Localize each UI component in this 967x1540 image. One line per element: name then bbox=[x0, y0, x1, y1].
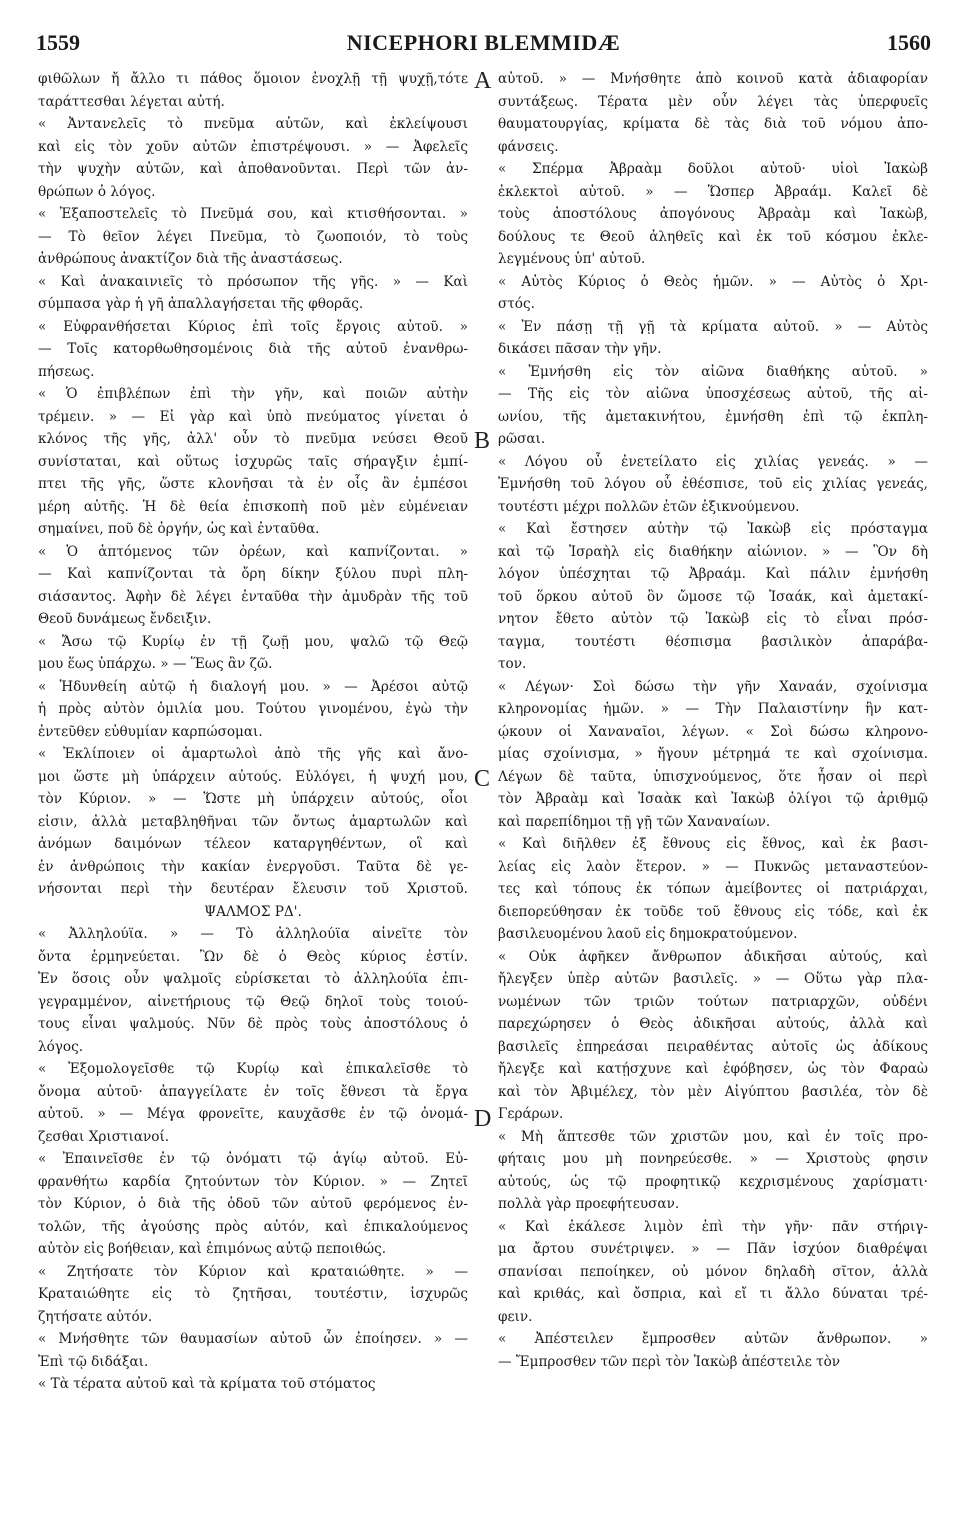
text-line: πήσεως. bbox=[38, 363, 95, 380]
text-line: φάνσεις. bbox=[498, 138, 559, 155]
text-line: ἤλεγξεν ὑπὲρ αὐτῶν βασιλεῖς. » — Οὕτω γὰρ πλα- bbox=[498, 971, 928, 987]
text-line: ἀνθρώπους ἀνακτίζον διὰ τῆς ἀναστάσεως. bbox=[38, 251, 343, 267]
text-line: « Αὐτὸς Κύριος ὁ Θεὸς ἡμῶν. » — Αὐτὸς ὁ Χρι- bbox=[498, 273, 928, 290]
page-header bbox=[36, 30, 931, 60]
text-line: « Καὶ ἐκάλεσε λιμὸν ἐπὶ τὴν γῆν· πᾶν στήριγ- bbox=[498, 1218, 928, 1235]
text-line: σύμπασα γὰρ ἡ γῆ ἀπαλλαγήσεται τῆς φθορᾶς. bbox=[38, 296, 364, 312]
text-line: σπανίσαι πεποίηκεν, οὐ μόνον δηλαδὴ σῖτον, ἀλλὰ bbox=[498, 1263, 928, 1280]
text-line: νωμένων τῶν τριῶν τούτων πατριαρχῶν, οὐδένι bbox=[498, 993, 928, 1010]
text-line: μίας σχοίνισμα, » ἤγουν μέτρημά τε καὶ σχοίνισμα. bbox=[498, 746, 928, 762]
right-column-number: 1560 bbox=[887, 30, 931, 55]
text-line: δικάσει πᾶσαν τὴν γῆν. bbox=[498, 341, 662, 357]
text-line: κλόνος τῆς γῆς, ἀλλ' οὖν τὸ πνεῦμα νεύσει Θεοῦ bbox=[38, 431, 468, 447]
text-line: ἤλεγξε καὶ κατῄσχυνε καὶ ἐφόβησεν, ὡς τὸν Φαραὼ bbox=[498, 1061, 928, 1077]
text-line: φειν. bbox=[498, 1308, 533, 1325]
text-line: μου ἕως ὑπάρχω. » — Ἕως ἂν ζῶ. bbox=[38, 656, 273, 672]
text-line: συνίσταται, καὶ οὕτως ἰσχυρῶς ταῖς σήραγξιν ἐμπί- bbox=[38, 453, 468, 470]
text-line: « Ἐξομολογεῖσθε τῷ Κυρίῳ καὶ ἐπικαλεῖσθε τὸ bbox=[38, 1061, 468, 1077]
text-line: « Ἐπαινεῖσθε ἐν τῷ ὀνόματι τῷ ἁγίῳ αὐτοῦ. Εὐ- bbox=[38, 1151, 468, 1167]
text-line: παρεχώρησεν ὁ Θεὸς ἀδικῆσαι αὐτούς, ἀλλὰ καὶ bbox=[498, 1016, 928, 1032]
text-line: τοὺς ἀποστόλους ἀπογόνους Ἀβραὰμ καὶ Ἰακὼβ, bbox=[498, 206, 928, 222]
text-line: νητον ἔθετο αὐτὸν τῷ Ἰακὼβ εἰς τὸ εἶναι πρόσ- bbox=[498, 611, 928, 627]
text-line: τους εἶναι ψαλμούς. Νῦν δὲ πρὸς τοὺς ἀποστόλους ὁ bbox=[38, 1016, 468, 1032]
text-line: τουτέστι μέχρι πολλῶν ἐτῶν ἐξικνούμενου. bbox=[498, 498, 800, 515]
text-line: τὸν Ἀβραὰμ καὶ Ἰσαὰκ καὶ Ἰακὼβ ὀλίγοι τῷ ἀριθμῷ bbox=[498, 791, 928, 807]
section-marker-d: D bbox=[474, 1106, 492, 1132]
text-line: « Τὰ τέρατα αὐτοῦ καὶ τὰ κρίματα τοῦ στόματος bbox=[38, 1376, 376, 1392]
text-line: ἡ πρὸς αὐτὸν ὁμιλία μου. Τούτου γινομένου, ἐγὼ τὴν bbox=[38, 701, 468, 717]
text-line: αὐτοῦ. » — Μνήσθητε ἀπὸ κοινοῦ κατὰ ἀδιαφορίαν bbox=[498, 71, 928, 87]
text-line: — Τῆς εἰς τὸν αἰῶνα ὑποσχέσεως αὐτοῦ, τῆς αἰ- bbox=[498, 386, 928, 402]
text-line: Γεράρων. bbox=[498, 1106, 564, 1122]
text-line: « Ἀλληλούϊα. » — Τὸ ἀλληλούϊα αἰνεῖτε τὸν bbox=[38, 926, 468, 942]
text-line: βασιλευομένου λαοῦ εἰς δημοκρατούμενον. bbox=[498, 926, 798, 942]
left-text-column bbox=[38, 68, 468, 1396]
text-line: ρῶσαι. bbox=[498, 431, 546, 447]
text-line: θαυματουργίας, κρίματα δὲ τὰς διὰ τοῦ νόμου ἀπο- bbox=[498, 116, 928, 132]
text-line: αὐτοῦ. » — Μέγα φρονεῖτε, καυχᾶσθε ἐν τῷ ὀνομά- bbox=[38, 1106, 468, 1122]
text-line: αὐτούς, ὡς τῷ προφητικῷ κεχρισμένους χαρίσματι· bbox=[498, 1173, 928, 1190]
text-line: « Ἡδυνθείη αὐτῷ ἡ διαλογή μου. » — Ἀρέσοι αὐτῷ bbox=[38, 678, 468, 695]
text-line: « Ζητήσατε τὸν Κύριον καὶ κραταιώθητε. » — bbox=[38, 1263, 468, 1280]
text-line: διεπορεύθησαν ἐκ τοῦδε τοῦ ἔθνους εἰς τόδε, καὶ ἐκ bbox=[498, 903, 928, 920]
text-line: « Ἄσω τῷ Κυρίῳ ἐν τῇ ζωῇ μου, ψαλῶ τῷ Θεῷ bbox=[38, 633, 468, 650]
text-line: εἰσιν, ἀλλὰ μεταβληθῆναι τῶν ὄντως ἁμαρτωλῶν καὶ bbox=[38, 813, 468, 830]
section-marker-b: B bbox=[474, 428, 491, 454]
text-line: Κραταιώθητε εἰς τὸ ζητῆσαι, τουτέστιν, ἰσχυρῶς bbox=[38, 1286, 468, 1302]
text-line: τρέμειν. » — Εἰ γὰρ καὶ ὑπὸ πνεύματος γίνεται ὁ bbox=[38, 408, 468, 425]
text-line: « Ἀπέστειλεν ἔμπροσθεν αὐτῶν ἄνθρωπον. » bbox=[498, 1331, 928, 1347]
text-line: πτει τῆς γῆς, ὥστε κλονῆσαι τὰ ἐν οἷς ἂν ἐμπέσοι bbox=[38, 476, 468, 492]
text-line: — Τοῖς κατορθωθησομένοις διὰ τῆς αὐτοῦ ἐνανθρω- bbox=[38, 341, 468, 357]
section-marker-a: A bbox=[474, 68, 492, 94]
text-line: συντάξεως. Τέρατα μὲν οὖν λέγει τὰς ὑπερφυεῖς bbox=[498, 93, 928, 110]
text-line: φρανθήτω καρδία ζητούντων τὸν Κύριον. » — Ζητεῖ bbox=[38, 1173, 468, 1190]
text-line: ζητήσατε αὐτόν. bbox=[38, 1308, 153, 1325]
left-column-number: 1559 bbox=[36, 30, 80, 55]
text-line: Ἐν ὅσοις οὖν ψαλμοῖς εὑρίσκεται τὸ ἀλληλούϊα ἐπι- bbox=[38, 971, 468, 987]
text-line: « Ἐξαποστελεῖς τὸ Πνεῦμά σου, καὶ κτισθήσονται. » bbox=[38, 206, 468, 222]
text-line: « Ἐμνήσθη εἰς τὸν αἰῶνα διαθήκης αὐτοῦ. » bbox=[498, 363, 928, 380]
text-line: φιθῶλων ἤ ἄλλο τι πάθος ὅμοιον ἐνοχλῇ τῇ ψυχῇ,τότε bbox=[38, 71, 468, 87]
text-line: ταράττεσθαι λέγεται αὐτή. bbox=[38, 93, 225, 110]
section-marker-c: C bbox=[474, 766, 491, 792]
text-line: « Σπέρμα Ἀβραὰμ δοῦλοι αὐτοῦ· υἱοὶ Ἰακὼβ bbox=[498, 161, 928, 177]
text-line: ταγμα, τουτέστι θέσπισμα βασιλικὸν ἀπαράβα- bbox=[498, 633, 928, 650]
text-line: Ἐμνήσθη τοῦ λόγου οὗ ἐθέσπισε, τοῦ εἰς χιλίας γενεάς, bbox=[498, 476, 928, 492]
text-line: ωνίου, τῆς ἀμετακινήτου, ἐμνήσθη ἐπὶ τῷ ἐκπλη- bbox=[498, 408, 928, 425]
text-line: ὄνομα αὐτοῦ· ἀπαγγείλατε ἐν τοῖς ἔθνεσι τὰ ἔργα bbox=[38, 1083, 468, 1100]
text-line: μοι ὥστε μὴ ὑπάρχειν αὐτούς. Εὐλόγει, ἡ ψυχή μου, bbox=[38, 768, 468, 785]
text-line: φήταις μου μὴ πονηρεύεσθε. » — Χριστοὺς φησιν bbox=[498, 1151, 928, 1167]
text-line: τες καὶ τόπους ἐκ τόπων ἀμείβοντες οἱ πατριάρχαι, bbox=[498, 881, 928, 897]
text-line: τον. bbox=[498, 656, 527, 672]
text-line: « Μὴ ἅπτεσθε τῶν χριστῶν μου, καὶ ἐν τοῖς προ- bbox=[498, 1128, 928, 1145]
text-line: « Καὶ διῆλθεν ἐξ ἔθνους εἰς ἔθνος, καὶ ἐκ βασι- bbox=[498, 836, 928, 852]
text-line: νήσονται περὶ τὴν δευτέραν ἔλευσιν τοῦ Χριστοῦ. bbox=[38, 881, 468, 897]
text-line: λόγος. bbox=[38, 1038, 84, 1055]
text-line: ῴκουν οἱ Χαναναῖοι, λέγων. « Σοὶ δώσω κληρονο- bbox=[498, 723, 928, 740]
text-line: ἐντεῦθεν εὐθυμίαν καρπώσομαι. bbox=[38, 723, 263, 740]
text-line: μα ἄρτου συνέτριψεν. » — Πᾶν ἰσχύον διαθρέψαι bbox=[498, 1241, 928, 1257]
text-line: στός. bbox=[498, 296, 535, 312]
text-line: ἐκλεκτοὶ αὐτοῦ. » — Ὥσπερ Ἀβραάμ. Καλεῖ δὲ bbox=[498, 183, 928, 200]
text-line: μέρη αὐτῆς. Ἡ δὲ θεία ἐπισκοπὴ ποῦ μὲν εὐμένειαν bbox=[38, 498, 468, 515]
running-title: NICEPHORI BLEMMIDÆ bbox=[346, 30, 621, 55]
text-line: « Ἀντανελεῖς τὸ πνεῦμα αὐτῶν, καὶ ἐκλείψουσι bbox=[38, 116, 468, 132]
text-line: ὄντα ἑρμηνεύεται. Ὢν δὲ ὁ Θεὸς κύριος ἐστίν. bbox=[38, 948, 468, 965]
text-line: σημαίνει, ποῦ δὲ ὀργήν, ὡς καὶ ἐνταῦθα. bbox=[38, 521, 320, 537]
text-line: ἐν ἀνθρώποις τὴν κακίαν ἐνεργοῦσι. Ταῦτα δὲ γε- bbox=[38, 858, 468, 875]
text-line: « Οὐκ ἀφῆκεν ἄνθρωπον ἀδικῆσαι αὐτούς, καὶ bbox=[498, 948, 928, 965]
right-text-column bbox=[498, 68, 928, 1373]
text-line: « Ἐκλίποιεν οἱ ἁμαρτωλοὶ ἀπὸ τῆς γῆς καὶ ἄνο- bbox=[38, 746, 468, 762]
text-line: ἀνόμων δαιμόνων τέλεον καταργηθέντων, οἳ καὶ bbox=[38, 836, 468, 852]
text-line: κληρονομίας ἡμῶν. » — Τὴν Παλαιστίνην ἣν κατ- bbox=[498, 701, 928, 717]
text-line: — Τὸ θεῖον λέγει Πνεῦμα, τὸ ζωοποιόν, τὸ τοὺς bbox=[38, 228, 468, 245]
text-line: λείας εἰς λαὸν ἕτερον. » — Πυκνῶς μεταναστεύον- bbox=[498, 858, 928, 875]
text-line: « Μνήσθητε τῶν θαυμασίων αὐτοῦ ὧν ἐποίησεν. » — bbox=[38, 1331, 468, 1347]
text-line: τοῦ ὅρκου αὐτοῦ ὃν ὤμοσε τῷ Ἰσαάκ, καὶ ἀμετακί- bbox=[498, 588, 928, 605]
text-line: δούλους τε Θεοῦ ἀληθεῖς καὶ ἐκ τοῦ κόσμου ἐκλε- bbox=[498, 228, 928, 245]
text-line: τολῶν, τῆς ἀγούσης πρὸς αὐτόν, καὶ ἐπικαλούμενος bbox=[38, 1218, 468, 1235]
text-line: Ἐπὶ τῷ διδάξαι. bbox=[38, 1353, 149, 1370]
text-line: πολλὰ γὰρ προεφήτευσαν. bbox=[498, 1196, 680, 1212]
text-line: « Λέγων· Σοὶ δώσω τὴν γῆν Χαναάν, σχοίνισμα bbox=[498, 678, 928, 695]
text-line: θρώπων ὁ λόγος. bbox=[38, 183, 156, 200]
text-line: καὶ τὸν Ἀβιμέλεχ, τὸν μὲν Αἰγύπτου βασιλέα, τὸν δὲ bbox=[498, 1083, 928, 1100]
text-line: λεγμένους ὑπ' αὐτοῦ. bbox=[498, 251, 646, 267]
text-line: τὴν ψυχὴν αὐτῶν, καὶ ἀποθανοῦνται. Περὶ τῶν ἀν- bbox=[38, 161, 468, 177]
text-line: « Ὁ ἐπιβλέπων ἐπὶ τὴν γῆν, καὶ ποιῶν αὐτὴν bbox=[38, 386, 468, 402]
text-line: καὶ τῷ Ἰσραὴλ εἰς διαθήκην αἰώνιον. » — Ὃν δὴ bbox=[498, 543, 928, 560]
text-line: « Λόγου οὗ ἐνετείλατο εἰς χιλίας γενεάς. » — bbox=[498, 453, 928, 470]
text-line: λόγον ὑπέσχηται τῷ Ἀβραάμ. Καὶ πάλιν ἐμνήσθη bbox=[498, 566, 928, 582]
text-line: « Καὶ ἔστησεν αὐτὴν τῷ Ἰακὼβ εἰς πρόσταγμα bbox=[498, 521, 928, 537]
text-line: « Ἐν πάσῃ τῇ γῇ τὰ κρίματα αὐτοῦ. » — Αὐτὸς bbox=[498, 318, 928, 335]
text-line: γεγραμμένον, αἰνετήριους τῷ Θεῷ δηλοῖ τοὺς τοιού- bbox=[38, 993, 468, 1010]
text-line: Λέγων δὲ ταῦτα, ὑπισχνούμενος, ὅτε ἦσαν οἱ περὶ bbox=[498, 768, 928, 785]
text-line: καὶ κριθάς, καὶ ὄσπρια, καὶ εἴ τι ἄλλο δύναται τρέ- bbox=[498, 1286, 928, 1302]
text-line: καὶ εἰς τὸν χοῦν αὐτῶν ἐπιστρέψουσι. » — Ἀφελεῖς bbox=[38, 138, 468, 155]
text-line: ζεσθαι Χριστιανοί. bbox=[38, 1128, 170, 1145]
text-line: καὶ παρεπίδημοι τῇ γῇ τῶν Χαναναίων. bbox=[498, 813, 771, 830]
text-line: — Καὶ καπνίζονται τὰ ὄρη δίκην ξύλου πυρὶ πλη- bbox=[38, 566, 468, 582]
text-line: βασιλεῖς ἐπηρεάσαι πειραθέντας αὐτοῖς ὡς ἀδίκους bbox=[498, 1038, 928, 1055]
text-line: — Ἔμπροσθεν τῶν περὶ τὸν Ἰακὼβ ἀπέστειλε τὸν bbox=[498, 1353, 841, 1370]
text-line: « Καὶ ἀνακαινιεῖς τὸ πρόσωπον τῆς γῆς. » — Καὶ bbox=[38, 273, 468, 290]
text-line: Θεοῦ δυνάμεως ἔνδειξιν. bbox=[38, 611, 212, 627]
text-line: σιάσαντος. Ἀφὴν δὲ λέγει ἐνταῦθα τὴν ἀμυδρὰν τῆς τοῦ bbox=[38, 588, 468, 605]
text-line: « Ὁ ἁπτόμενος τῶν ὀρέων, καὶ καπνίζονται. » bbox=[38, 543, 468, 560]
text-line: τὸν Κύριον. » — Ὥστε μὴ ὑπάρχειν αὐτούς, οἷοι bbox=[38, 791, 468, 807]
text-line: τὸν Κύριον, ὁ διὰ τῆς ὁδοῦ τῶν αὐτοῦ φερόμενος ἐν- bbox=[38, 1196, 468, 1212]
text-line: αὐτὸν εἰς βοήθειαν, καὶ ἐπιμόνως αὐτῷ πεποιθώς. bbox=[38, 1241, 387, 1257]
text-line: « Εὐφρανθήσεται Κύριος ἐπὶ τοῖς ἔργοις αὐτοῦ. » bbox=[38, 318, 468, 335]
text-line: ΨΑΛΜΟΣ ΡΔ'. bbox=[204, 903, 302, 920]
